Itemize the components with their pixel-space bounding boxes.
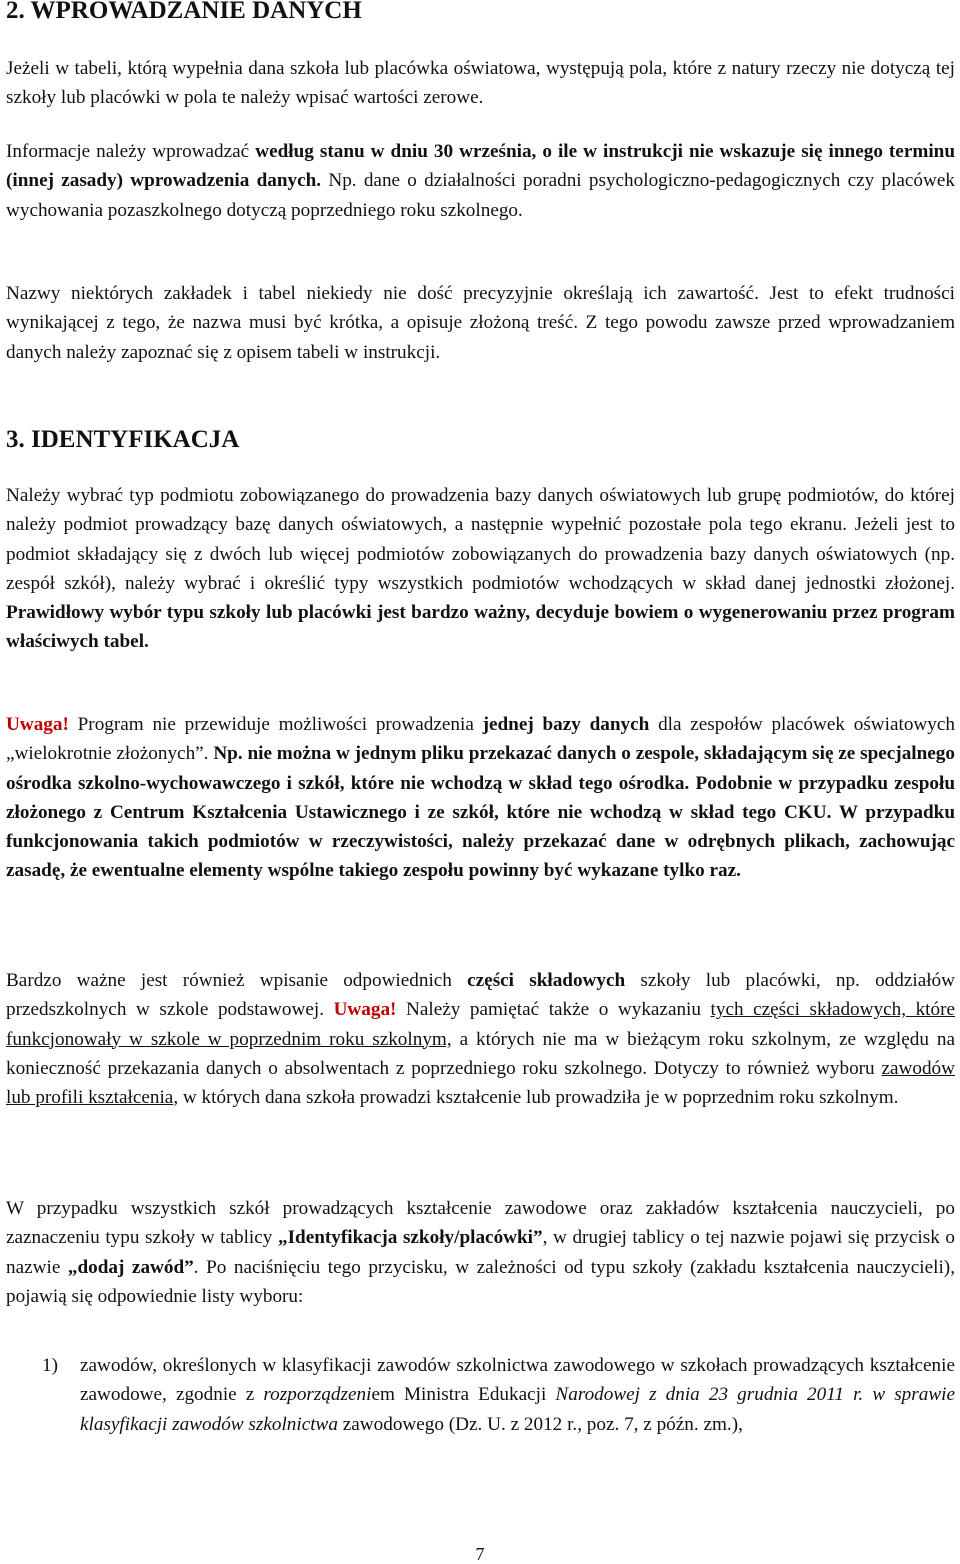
italic-run: Narodowej z dnia 23 grudnia 2011 r. w sprawie klasyfikacji zawodów szkolnictwa — [80, 1384, 955, 1435]
paragraph-data-date — [6, 137, 955, 225]
text-run: . Po naciśnięciu tego przycisku, w zależności od typu szkoły (zakładu kształcenia nauczycieli), pojawią się odpowiednie listy wyboru: — [6, 1256, 955, 1307]
bold-run: części składowych — [467, 970, 626, 991]
text-run: Należy wybrać typ podmiotu zobowiązanego do prowadzenia bazy danych oświatowych lub grupę podmiotów, do której należy podmiot prowadzący bazę danych oświatowych, a następnie wypełnić pozostałe pola tego ekranu. Jeżeli jest to podmiot składający się z dwóch lub więcej podmiotów zobowiązanych do prowadzenia bazy danych oświatowych (np. zespół szkół), należy wybrać i określić typy wszystkich podmiotów wchodzących w skład danej jednostki złożonej. — [6, 485, 955, 594]
bold-run: Prawidłowy wybór typu szkoły lub placówki jest bardzo ważny, decyduje bowiem o wygenerowaniu przez program właściwych tabel. — [6, 602, 955, 653]
bold-run: według stanu w dniu 30 września, o ile w instrukcji nie wskazuje się innego terminu (innej zasady) wprowadzenia danych. — [6, 141, 955, 192]
paragraph-zero-values: Jeżeli w tabeli, którą wypełnia dana szkoła lub placówka oświatowa, występują pola, które z natury rzeczy nie dotyczą tej szkoły lub placówki w pola te należy wpisać wartości zerowe. — [6, 58, 955, 109]
text-run: dla zespołów placówek oświatowych „wielokrotnie złożonych”. — [6, 714, 955, 765]
paragraph-tab-names: Nazwy niektórych zakładek i tabel niekiedy nie dość precyzyjnie określają ich zawartość. Jest to efekt trudności wynikającej z tego, że nazwa musi być krótka, a opisuje złożoną treść. Z tego powodu zawsze przed wprowadzaniem danych należy zapoznać się z opisem tabeli w instrukcji. — [6, 283, 955, 363]
bold-run: „Identyfikacja szkoły/placówki” — [277, 1227, 543, 1249]
section-title-wprowadzanie: 2. WPROWADZANIE DANYCH — [6, 0, 362, 24]
text-run: em Ministra Edukacji — [371, 1384, 556, 1406]
bold-run: Np. nie można w jednym pliku przekazać danych o zespole, składającym się ze specjalnego ośrodka szkolno-wychowawczego i szkół, które nie wchodzą w skład tego ośrodka. Podobnie w przypadku zespołu złożonego z Centrum Kształcenia Ustawicznego i ze szkół, które nie wchodzą w skład tego CKU. W przypadku funkcjonowania takich podmiotów w rzeczywistości, należy przekazać dane w odrębnych plikach, zachowując zasadę, że ewentualne elementy wspólne takiego zespołu powinny być wykazane tylko raz. — [6, 743, 955, 882]
warning-label: Uwaga! — [333, 999, 397, 1021]
text-run: szkoły lub placówki, np. oddziałów przedszkolnych w szkole podstawowej. — [6, 970, 955, 1021]
bold-run: jednej bazy danych — [482, 714, 650, 735]
text-run: Np. dane o działalności poradni psychologiczno-pedagogicznych czy placówek wychowania pozaszkolnego dotyczą poprzedniego roku szkolnego. — [6, 170, 955, 221]
paragraph-entity-type — [6, 481, 955, 657]
italic-run: rozporządzeni — [263, 1384, 372, 1406]
warning-label: Uwaga! — [6, 714, 69, 735]
text-run: , w których dana szkoła prowadzi kształcenie lub prowadziła je w poprzednim roku szkolnym. — [173, 1087, 899, 1109]
text-run: Bardzo ważne jest również wpisanie odpowiednich — [6, 970, 468, 991]
page-number: 7 — [475, 1544, 485, 1564]
underlined-run: zawodów lub profili kształcenia — [6, 1057, 955, 1109]
text-run: Informacje należy wprowadzać — [6, 141, 256, 162]
list-item-text — [80, 1351, 955, 1439]
text-run: a których nie ma w bieżącym roku szkolnym, ze względu na konieczność przekazania danych o absolwentach z poprzedniego roku szkolnego. Dotyczy to również wyboru — [6, 1028, 955, 1079]
list-item-number: 1) — [42, 1355, 58, 1376]
text-run: Należy pamiętać także o wykazaniu — [396, 999, 711, 1021]
paragraph-component-parts — [6, 966, 955, 1112]
text-run: W przypadku wszystkich szkół prowadzących kształcenie zawodowe oraz zakładów kształcenia nauczycieli, po zaznaczeniu typu szkoły w tablicy — [6, 1198, 955, 1249]
text-run: zawodowego (Dz. U. z 2012 r., poz. 7, z późn. zm.), — [337, 1413, 743, 1435]
section-title-identyfikacja: 3. IDENTYFIKACJA — [6, 426, 240, 453]
underlined-run: tych części składowych, które funkcjonowały w szkole w poprzednim roku szkolnym, — [6, 999, 955, 1050]
paragraph-vocational — [6, 1194, 955, 1311]
bold-run: „dodaj zawód” — [67, 1256, 194, 1278]
text-run: zawodów, określonych w klasyfikacji zawodów szkolnictwa zawodowego w szkołach prowadzących kształcenie zawodowe, zgodnie z — [80, 1355, 955, 1406]
text-run: Program nie przewiduje możliwości prowadzenia — [68, 714, 483, 735]
text-run: , w drugiej tablicy o tej nazwie pojawi się przycisk o nazwie — [6, 1227, 955, 1278]
paragraph-warning-single-db — [6, 710, 955, 886]
